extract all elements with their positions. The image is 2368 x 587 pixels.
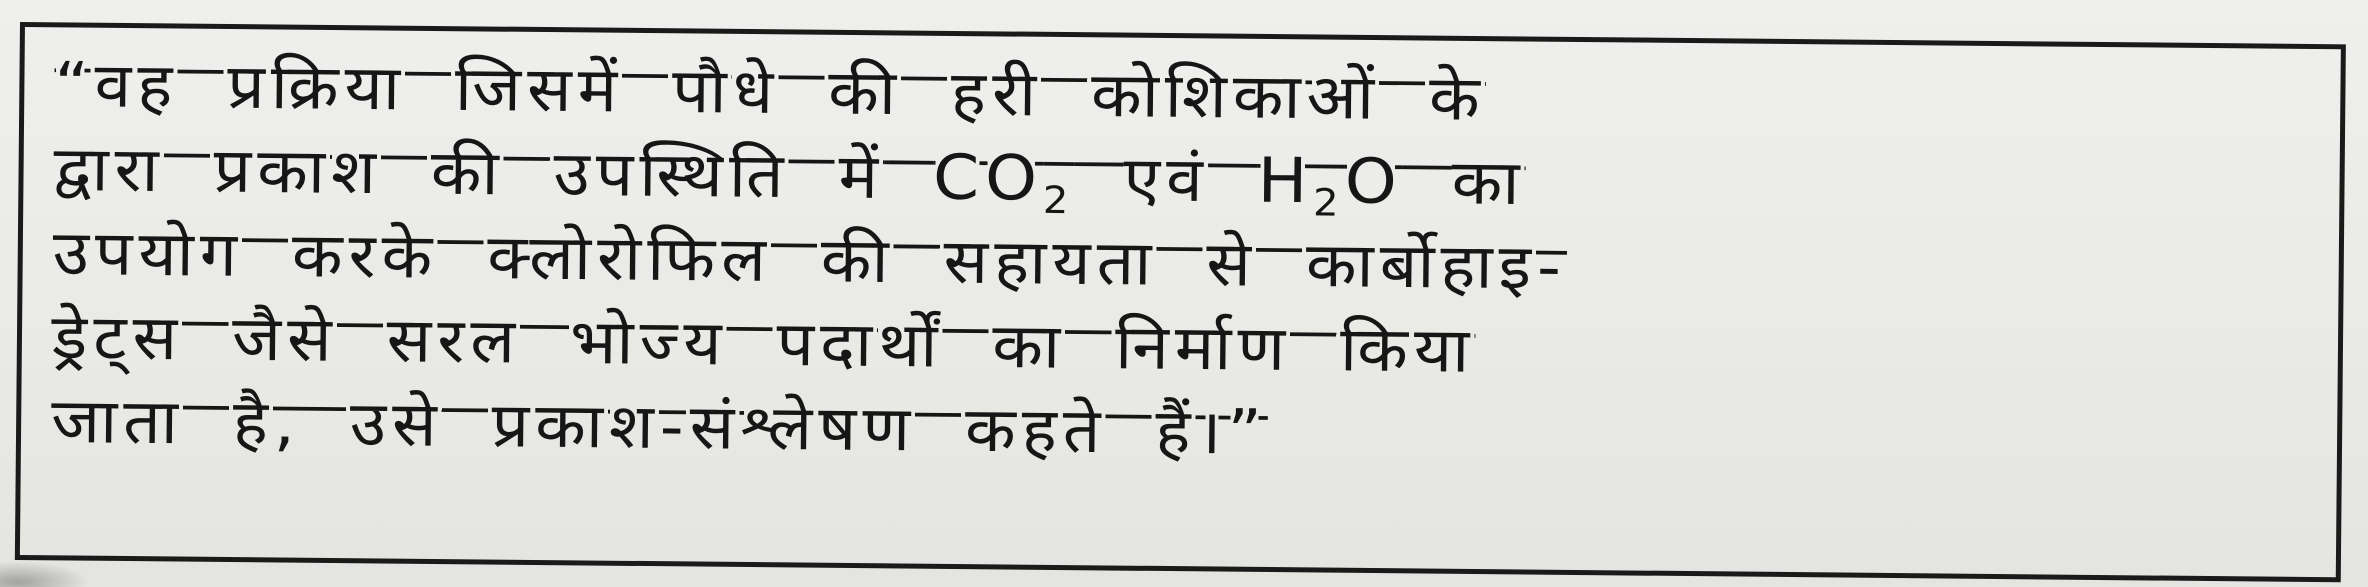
definition-text [50,43,2311,567]
definition-box [15,22,2346,582]
text-line-2 [53,130,2310,231]
h2o-formula: $H_2O$ [1257,144,1404,226]
paper-scuff [0,561,90,587]
text-line-1: “वह प्रक्रिया जिसमें पौधे की हरी कोशिकाओं के [54,48,1487,135]
text-line-3: उपयोग करके क्लोरोफिल की सहायता से कार्बोहाइ- [52,216,1568,304]
text-line-2-start: द्वारा प्रकाश की उपस्थिति में [53,132,885,214]
text-line-5: जाता है, उसे प्रकाश-संश्लेषण कहते हैं।” [50,384,1269,469]
ka-word: का [1451,146,1526,220]
and-word: एवं [1123,142,1210,217]
text-line-4: ड्रेट्स जैसे सरल भोज्य पदार्थों का निर्माण किया [51,300,1476,387]
co2-formula: $CO_2$ [932,141,1075,223]
